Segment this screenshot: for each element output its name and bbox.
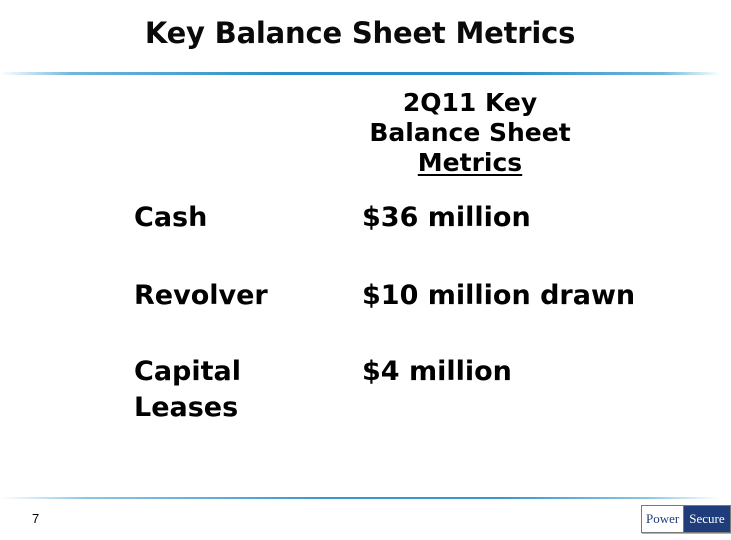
row-label-capital-leases: [134, 354, 241, 426]
column-header-line-1: 2Q11 Key: [402, 88, 538, 117]
row-value-cash: $36 million: [362, 202, 531, 233]
row-label-line: Revolver: [134, 280, 268, 311]
column-header-line-3: [340, 148, 600, 178]
row-label-cash: [134, 200, 207, 236]
row-value-revolver: $10 million drawn: [362, 280, 636, 311]
column-header-underlined: Metrics: [417, 148, 523, 177]
title-divider: [0, 72, 720, 75]
column-header-line-2: Balance Sheet: [369, 118, 571, 147]
row-label-line: Leases: [134, 392, 239, 423]
footer-divider: [0, 497, 720, 499]
row-label-line: Cash: [134, 202, 208, 233]
row-value-capital-leases: $4 million: [362, 356, 512, 387]
powersecure-logo: [641, 505, 731, 533]
row-label-line: Capital: [134, 356, 241, 387]
row-label-revolver: [134, 278, 268, 314]
slide-title: Key Balance Sheet Metrics: [144, 16, 576, 50]
column-header: [340, 88, 600, 178]
page-number: 7: [32, 511, 40, 526]
logo-secure-text: Secure: [684, 506, 729, 532]
logo-power-text: Power: [642, 506, 684, 532]
